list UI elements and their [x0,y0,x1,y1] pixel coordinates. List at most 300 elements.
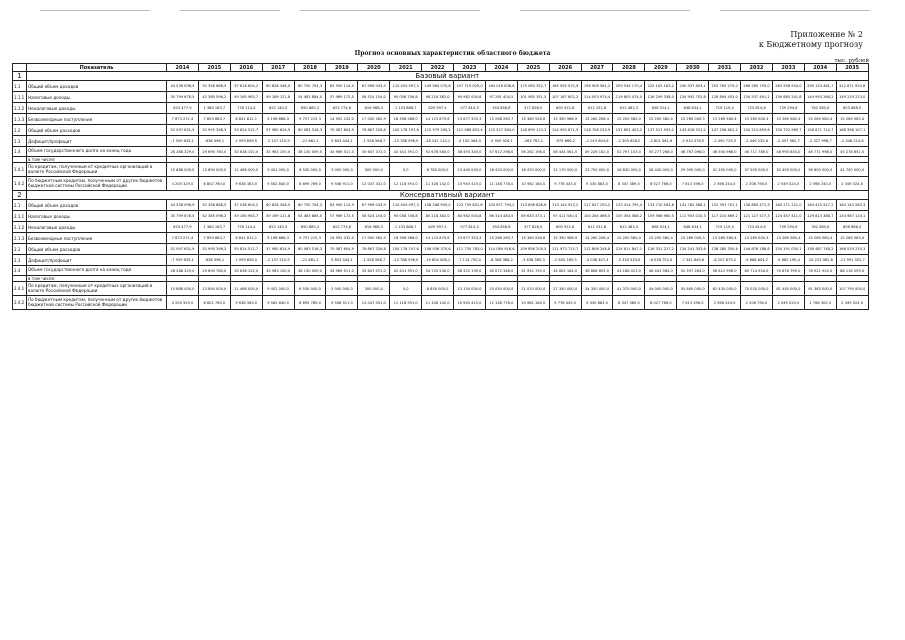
value-cell: -19 804 408,1 [422,255,454,266]
top-rule [40,10,150,11]
value-cell: 15 200 580,4 [645,114,677,125]
value-cell: 15 888 000,0 [167,163,199,177]
value-cell: 9 778 443,0 [549,177,581,191]
value-cell: 9 402 000,0 [262,282,294,296]
value-cell: 2 349 024,0 [836,296,868,310]
value-cell: 11 148 778,0 [485,296,517,310]
row-label: в том числе: [27,276,167,282]
value-cell: 15 269 580,4 [709,233,741,244]
value-cell: -7 559 635,1 [167,136,199,147]
table-row [13,282,869,296]
value-cell: 15 269 583,4 [836,233,868,244]
value-cell: 354 856,8 [485,103,517,114]
value-cell: 12 047 331,0 [358,296,390,310]
value-cell: -7 114 750,0 [454,255,486,266]
table-row [13,233,869,244]
value-cell: -5 334 533,6 [613,255,645,266]
value-cell: -2 645 189,3 [549,255,581,266]
value-cell: 134 992 752,8 [677,92,709,103]
row-code: 1.4.2 [13,177,27,191]
value-cell: -4 038 407,4 [581,255,613,266]
value-cell: 9 638 383,0 [230,296,262,310]
value-cell: -636 396,1 [198,255,230,266]
value-cell: 52 358 868,5 [198,81,230,92]
value-cell: 8 027 766,0 [645,177,677,191]
value-cell: 9 402 000,0 [262,163,294,177]
row-label: Неналоговые доходы [27,222,167,233]
value-cell: 8 830 000,0 [422,282,454,296]
row-code: 2.2 [13,244,27,255]
value-cell: 60 828 348,0 [262,200,294,211]
value-cell: 13 150 000,0 [454,282,486,296]
value-cell: 21 010 000,0 [517,282,549,296]
value-cell: 8 699 789,0 [294,296,326,310]
value-cell: 57 818 604,2 [230,81,262,92]
value-cell: 6 841 812,1 [230,233,262,244]
row-label: Дефицит/профицит [27,255,167,266]
value-cell: 29 390 000,0 [677,163,709,177]
value-cell: 611 151,8 [581,103,613,114]
value-cell: 2 049 024,0 [772,177,804,191]
value-cell: 253 763 275,0 [709,81,741,92]
value-cell: 806 666,4 [836,222,868,233]
value-cell: 1 364 163,7 [198,222,230,233]
header-year: 2021 [390,64,422,72]
value-cell: 100 178 197,6 [390,125,422,136]
value-cell: 88 118 593,0 [836,266,868,276]
value-cell: 60 083 516,3 [294,125,326,136]
row-code: 1.2 [13,125,27,136]
value-cell: 60 828 348,0 [262,81,294,92]
value-cell: 134 537 491,1 [741,92,773,103]
header-year: 2031 [709,64,741,72]
value-cell: 42 441 391,0 [390,266,422,276]
value-cell: 49 169 121,8 [262,92,294,103]
value-cell: 160 271 221,0 [772,200,804,211]
row-code: 2.1.1 [13,211,27,222]
value-cell: -1 558 566,7 [358,255,390,266]
value-cell: 15 200 585,0 [613,233,645,244]
value-cell: -9 688 604,2 [741,255,773,266]
value-cell: 2 566 244,0 [709,177,741,191]
value-cell: 6 802 760,0 [198,177,230,191]
value-cell: 114 084 918,6 [485,244,517,255]
value-cell: 57 980 624,9 [262,244,294,255]
value-cell: 11 486 000,0 [230,163,262,177]
row-code: 1.3 [13,136,27,147]
value-cell: -263 761,1 [517,136,549,147]
value-cell: 129 813 388,7 [804,211,836,222]
value-cell: 144 993 268,2 [804,92,836,103]
value-cell: 5 803 444,1 [326,136,358,147]
value-cell: 8 347 389,0 [613,177,645,191]
value-cell: 719 119,4 [709,103,741,114]
value-cell: 94 982 004,8 [454,92,486,103]
value-cell: 822 140,5 [262,103,294,114]
value-cell: 15 269 580,4 [804,233,836,244]
value-cell: 15 350 966,9 [549,233,581,244]
value-cell: 164 016 838,6 [485,81,517,92]
header-year: 2030 [677,64,709,72]
value-cell: 12 047 331,0 [358,177,390,191]
value-cell: 240 437 803,1 [677,81,709,92]
row-label: По бюджетным кредитам, полученным от других бюджетов бюджетной системы Российской Федерации [27,296,167,310]
value-cell: 125 414 795,4 [613,200,645,211]
header-year: 2018 [294,64,326,72]
header-year: 2019 [326,64,358,72]
row-code: 1.4.1 [13,163,27,177]
value-cell: -21 861,1 [294,255,326,266]
value-cell: 6 802 760,0 [198,296,230,310]
value-cell: 30 638 152,0 [230,266,262,276]
value-cell: 15 269 000,3 [741,114,773,125]
row-label: Общий объем доходов [27,81,167,92]
value-cell: 46 443 564,0 [645,266,677,276]
value-cell: 11 328 142,0 [422,177,454,191]
value-cell: 8 780 000,0 [422,163,454,177]
value-cell: 124 611 847,1 [613,244,645,255]
value-cell: 124 950 871,5 [549,125,581,136]
value-cell: 138 280 350,6 [709,244,741,255]
header-year: 2016 [230,64,262,72]
value-cell: 2 049 024,0 [772,296,804,310]
value-cell: 111 973 715,7 [549,244,581,255]
value-cell: 107 790 000,0 [836,282,868,296]
table-row [13,177,869,191]
value-cell: 14 952 232,0 [326,233,358,244]
value-cell: 70 676 799,0 [772,266,804,276]
value-cell: 121 127 477,3 [741,211,773,222]
value-cell: 9 330 883,0 [581,177,613,191]
value-cell: 45 278 851,0 [836,147,868,157]
value-cell: 49 160 983,7 [230,211,262,222]
value-cell: -2 348 214,6 [836,136,868,147]
value-cell: 34 989 511,0 [326,266,358,276]
value-cell: 3 000 000,0 [326,163,358,177]
value-cell: 608 524,1 [645,103,677,114]
row-label: Объем государственного долга на конец года [27,147,167,157]
value-cell: 115 527 584,0 [485,125,517,136]
value-cell: 34 602 184,0 [549,266,581,276]
value-cell: 35 983 150,0 [262,266,294,276]
value-cell: 7 859 883,7 [198,114,230,125]
value-cell: 15 269 000,3 [741,233,773,244]
value-cell: -975 666,2 [549,136,581,147]
value-cell: 1 364 163,7 [198,103,230,114]
value-cell: 37 500 000,0 [741,163,773,177]
value-cell: 55 600 000,0 [677,282,709,296]
value-cell: 31 952 755,0 [517,266,549,276]
header-year: 2025 [517,64,549,72]
value-cell: 15 269 000,3 [677,114,709,125]
header-year: 2014 [167,64,199,72]
value-cell: 166 398 107,1 [836,125,868,136]
value-cell: 63 900 114,9 [326,200,358,211]
header-year: 2034 [804,64,836,72]
row-label: Общий объем доходов [27,200,167,211]
value-cell: 139 885 241,8 [772,92,804,103]
value-cell: 144 876 188,8 [741,244,773,255]
table-row [13,103,869,114]
top-rule [520,10,690,11]
value-cell: 15 360 528,6 [517,233,549,244]
value-cell: 7 873 271,4 [167,233,199,244]
value-cell: 80 218 382,0 [422,211,454,222]
header-year: 2022 [422,64,454,72]
value-cell: 209 534 170,4 [613,81,645,92]
table-row [13,147,869,157]
value-cell: 52 597 263,0 [677,266,709,276]
value-cell: 89 633 373,1 [517,211,549,222]
value-cell: -8 306 388,2 [485,255,517,266]
value-cell: 35 799 678,5 [167,211,199,222]
value-cell: 9 508 911,0 [326,296,358,310]
value-cell: 84 982 004,8 [454,211,486,222]
value-cell: 782 580,6 [804,222,836,233]
value-cell: -2 157 210,9 [262,255,294,266]
value-cell: 1 133 868,7 [390,103,422,114]
row-label: По кредитам, полученным от кредитных организаций в валюте Российской Федерации [27,163,167,177]
value-cell: 86 314 483,5 [485,211,517,222]
value-cell: 164 143 263,3 [836,200,868,211]
value-cell: 8 027 766,0 [645,296,677,310]
value-cell: 108 288 950,0 [422,200,454,211]
value-cell: 52 358 868,5 [198,200,230,211]
value-cell: 115 979 290,2 [422,125,454,136]
value-cell: 14 952 232,0 [326,114,358,125]
value-cell: 10 982 184,0 [517,296,549,310]
value-cell: -2 305 628,0 [613,136,645,147]
value-cell: 164 425 527,2 [804,200,836,211]
row-label: По бюджетным кредитам, полученным от других бюджетов бюджетной системы Российской Федерации [27,177,167,191]
value-cell: 112 988 853,4 [454,125,486,136]
row-label: в том числе: [27,157,167,163]
document-title: Прогноз основных характеристик областного бюджета [354,50,551,57]
top-rule [180,10,280,11]
value-cell: 13 440 000,0 [454,163,486,177]
value-cell: 600 922,8 [549,103,581,114]
value-cell: 723 614,6 [741,222,773,233]
value-cell: 268 285 755,0 [741,81,773,92]
value-cell: 78 921 924,0 [804,266,836,276]
table-row [13,255,869,266]
value-cell: 52 995 398,3 [198,125,230,136]
value-cell: 16 420 000,0 [485,163,517,177]
value-cell: 126 299 338,0 [645,92,677,103]
value-cell: 58 322 195,0 [454,266,486,276]
value-cell: 105 354 088,2 [613,211,645,222]
value-cell: 11 148 778,0 [485,177,517,191]
value-cell: 620 997,5 [422,103,454,114]
value-cell: 70 020 000,0 [741,282,773,296]
value-cell: 46 767 098,0 [677,147,709,157]
value-cell: 38 666 855,0 [581,266,613,276]
value-cell: 15 260 208,4 [581,114,613,125]
header-year: 2033 [772,64,804,72]
section-number: 1 [13,72,27,81]
value-cell: 58 612 998,0 [709,266,741,276]
value-cell: 60 750 704,3 [294,81,326,92]
row-label: Общий объем расходов [27,244,167,255]
row-code: 2.4.2 [13,296,27,310]
value-cell: 13 677 353,3 [454,233,486,244]
value-cell: 15 200 580,4 [645,233,677,244]
section-row [13,72,869,81]
value-cell: 54 483 884,0 [294,92,326,103]
value-cell: 112 808 246,8 [581,244,613,255]
row-code: 2.4.1 [13,282,27,296]
row-code: 2.1 [13,200,27,211]
row-code: 2.1.3 [13,233,27,244]
value-cell: 7 859 883,7 [198,233,230,244]
row-code: 2.3 [13,255,27,266]
value-cell: 109 568 980,5 [645,211,677,222]
value-cell: 577 814,3 [454,222,486,233]
value-cell: 15 268 265,7 [485,233,517,244]
value-cell: 18 398 586,0 [390,233,422,244]
value-cell: 97 281 404,5 [485,92,517,103]
value-cell: 377 826,0 [517,222,549,233]
value-cell: 2 206 790,0 [741,177,773,191]
row-label: Безвозмездные поступления [27,233,167,244]
value-cell: 28 288 329,0 [167,266,199,276]
row-label: Дефицит/профицит [27,136,167,147]
value-cell: 175 083 352,7 [517,81,549,92]
value-cell: 150 722 989,7 [772,125,804,136]
value-cell: 31 550 000,0 [709,163,741,177]
value-cell: 18 398 586,0 [390,114,422,125]
table-row [13,296,869,310]
value-cell: 823 477,9 [167,222,199,233]
value-cell: 9 508 911,0 [326,177,358,191]
header-year: 2035 [836,64,868,72]
header-year: 2032 [741,64,773,72]
value-cell: 46 771 998,0 [804,147,836,157]
value-cell: 8 347 389,0 [613,296,645,310]
value-cell: 67 998 043,9 [358,81,390,92]
top-rule [720,10,870,11]
value-cell: -28 241 110,1 [422,136,454,147]
value-cell: 42 385 596,2 [198,92,230,103]
value-cell: 126 331 227,2 [645,244,677,255]
value-cell: -5 950 926,1 [485,136,517,147]
value-cell: 15 350 966,9 [549,114,581,125]
value-cell: 76 867 326,8 [358,125,390,136]
value-cell: 28 288 329,0 [167,147,199,157]
header-year: 2026 [549,64,581,72]
value-cell: 58 524 154,0 [358,92,390,103]
value-cell: 650 865,2 [294,222,326,233]
value-cell: 157 719 029,0 [454,81,486,92]
value-cell: 60 750 704,3 [294,200,326,211]
appendix-reference: к Бюджетному прогнозу [758,40,863,49]
value-cell: 57 980 624,9 [262,125,294,136]
budget-forecast-table [12,63,869,310]
value-cell: 8 530 000,0 [294,163,326,177]
value-cell: 133 710 563,8 [645,200,677,211]
value-cell: 9 778 443,0 [549,296,581,310]
value-cell: 6 841 812,1 [230,114,262,125]
row-code: 1.4 [13,147,27,157]
value-cell: -2 449 232,6 [741,136,773,147]
value-cell: 300 000,0 [358,282,390,296]
value-cell: 620 997,5 [422,222,454,233]
value-cell: 44 538 096,9 [167,81,199,92]
value-cell: -8 207 679,2 [709,255,741,266]
value-cell: -1 015 604,8 [581,136,613,147]
value-cell: 150 191 030,1 [772,244,804,255]
value-cell: 147 256 801,2 [709,125,741,136]
value-cell: 101 985 351,5 [517,92,549,103]
value-cell: 128 708 233,9 [581,125,613,136]
value-cell: 107 167 802,2 [549,92,581,103]
value-cell: 312 871 920,8 [836,81,868,92]
value-cell: 10 943 415,0 [454,177,486,191]
value-cell: 119 805 474,0 [613,92,645,103]
value-cell: 9 198 686,3 [262,114,294,125]
value-cell: 108 938 370,6 [422,244,454,255]
value-cell: 35 799 678,5 [167,92,199,103]
value-cell: -2 457 962,7 [772,136,804,147]
value-cell: 141 782 588,1 [677,200,709,211]
value-cell: 158 671 714,7 [804,125,836,136]
value-cell: 739 294,6 [772,222,804,233]
value-cell: 98 218 382,0 [422,92,454,103]
value-cell: 15 170 000,0 [549,163,581,177]
value-cell: 29 690 780,0 [198,147,230,157]
value-cell: 7 873 271,4 [167,114,199,125]
value-cell: 49 226 102,0 [581,147,613,157]
value-cell: 823 477,9 [167,103,199,114]
value-cell: 81 450 000,0 [772,282,804,296]
value-cell: 13 890 000,0 [198,163,230,177]
value-cell: 618 988,3 [358,103,390,114]
value-cell: 158 487 748,2 [804,244,836,255]
table-row [13,136,869,147]
value-cell: 90 058 706,8 [390,211,422,222]
value-cell: 2 349 024,0 [836,177,868,191]
table-row [13,114,869,125]
value-cell: 7 613 396,0 [677,296,709,310]
row-code: 1.1.3 [13,114,27,125]
value-cell: 52 678 580,0 [422,147,454,157]
value-cell: -6 038 752,4 [645,255,677,266]
value-cell: 1 993 656,5 [230,136,262,147]
value-cell: 185 959 070,9 [549,81,581,92]
value-cell: 137 521 593,2 [645,125,677,136]
value-cell: 2 566 240,0 [804,177,836,191]
value-cell: -7 559 635,1 [167,255,199,266]
value-cell: 54 720 230,0 [422,266,454,276]
header-indicator: Показатель [27,64,167,72]
header-year: 2028 [613,64,645,72]
value-cell: 134 987 114,1 [836,211,868,222]
value-cell: 15 269 580,4 [772,114,804,125]
value-cell: 154 215 859,6 [741,125,773,136]
value-cell: 17 000 582,9 [358,233,390,244]
value-cell: 54 483 884,0 [294,211,326,222]
value-cell: 60 083 516,3 [294,244,326,255]
row-label: Объем государственного долга на конец года [27,266,167,276]
value-cell: 15 888 000,0 [167,282,199,296]
row-label: Налоговые доходы [27,92,167,103]
value-cell: 26 830 000,0 [613,163,645,177]
section-row [13,191,869,200]
value-cell: 354 856,8 [485,222,517,233]
value-cell: 27 350 000,0 [549,282,581,296]
row-code: 1.1.1 [13,92,27,103]
value-cell: 55 824 512,7 [230,125,262,136]
